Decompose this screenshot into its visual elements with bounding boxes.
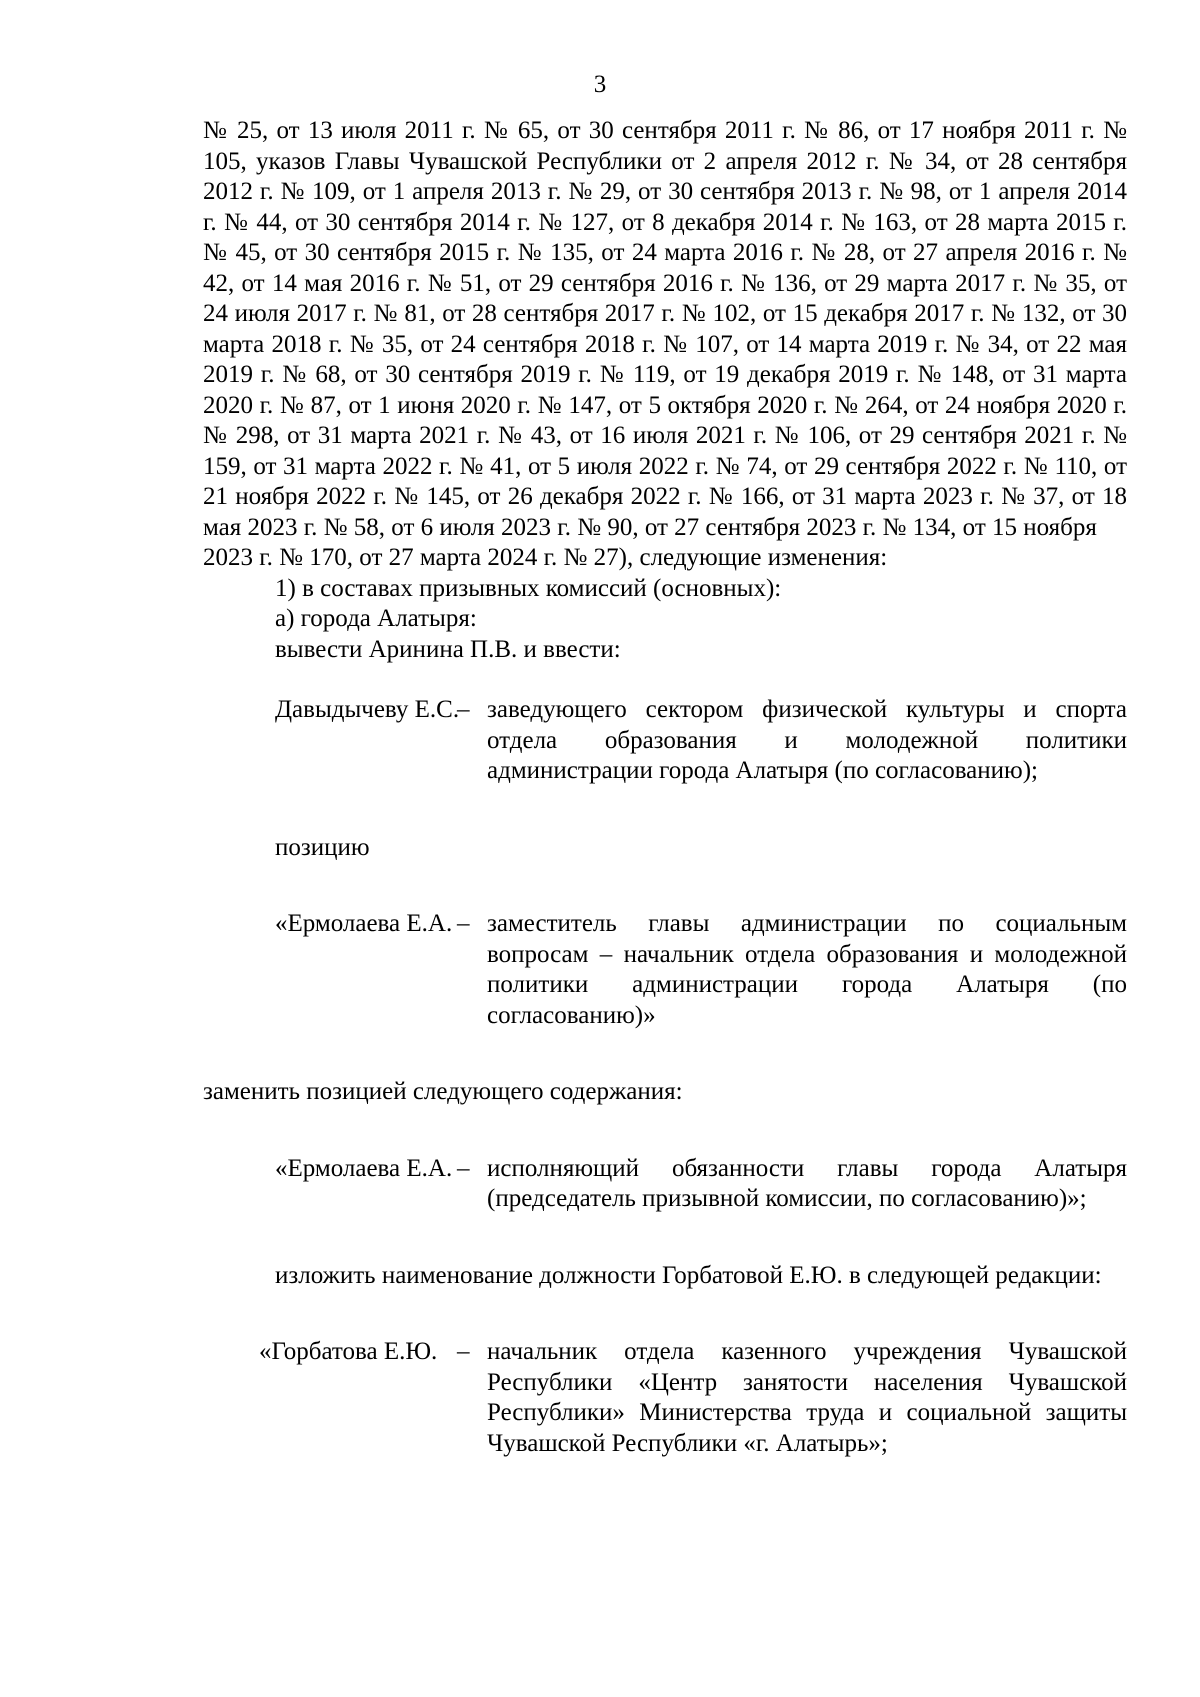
member-name: «Горбатова Е.Ю.	[259, 1338, 438, 1365]
item-1-heading: 1) в составах призывных комиссий (основных):	[275, 574, 782, 602]
member-name: «Ермолаева Е.А.	[275, 910, 453, 937]
entry-dash: –	[457, 1338, 470, 1365]
member-name: «Ермолаева Е.А.	[275, 1154, 453, 1182]
title-change-paragraph: изложить наименование должности Горбатовой Е.Ю. в следующей редакции:	[275, 1261, 1102, 1289]
member-position: исполняющий обязанности главы города Алатыря (председатель призывной комиссии, по согласованию)»;	[487, 1154, 1127, 1212]
replace-line: заменить позицией следующего содержания:	[203, 1078, 683, 1105]
member-entry-ermolaeva-new	[203, 1154, 1127, 1215]
member-position: начальник отдела казенного учреждения Чувашской Республики «Центр занятости населения Чувашской Республики» Министерства труда и социальной защиты Чувашской Республики «г. Алатырь»;	[487, 1338, 1127, 1457]
intro-text: № 25, от 13 июля 2011 г. № 65, от 30 сентября 2011 г. № 86, от 17 ноября 2011 г. № 105, указов Главы Чувашской Республики от 2 апреля 2012 г. № 34, от 28 сентября 2012 г. № 109, от 1 апреля 2013 г. № 29, от 30 сентября 2013 г. № 98, от 1 апреля 2014 г. № 44, от 30 сентября 2014 г. № 127, от 8 декабря 2014 г. № 163, от 28 марта 2015 г. № 45, от 30 сентября 2015 г. № 135, от 24 марта 2016 г. № 28, от 27 апреля 2016 г. № 42, от 14 мая 2016 г. № 51, от 29 сентября 2016 г. № 136, от 29 марта 2017 г. № 35, от 24 июля 2017 г. № 81, от 28 сентября 2017 г. № 102, от 15 декабря 2017 г. № 132, от 30 марта 2018 г. № 35, от 24 сентября 2018 г. № 107, от 14 марта 2019 г. № 34, от 22 мая 2019 г. № 68, от 30 сентября 2019 г. № 119, от 19 декабря 2019 г. № 148, от 31 марта 2020 г. № 87, от 1 июня 2020 г. № 147, от 5 октября 2020 г. № 264, от 24 ноября 2020 г. № 298, от 31 марта 2021 г. № 43, от 16 июля 2021 г. № 106, от 29 сентября 2021 г. № 159, от 31 марта 2022 г. № 41, от 5 июля 2022 г. № 74, от 29 сентября 2022 г. № 110, от 21 ноября 2022 г. № 145, от 26 декабря 2022 г. № 166, от 31 марта 2023 г. № 37, от 18 мая 2023 г. № 58, от 6 июля 2023 г. № 90, от 27 сентября 2023 г. № 134, от 15 ноября	[203, 117, 1127, 541]
remove-add-line: вывести Аринина П.В. и ввести:	[275, 635, 621, 663]
member-position: заместитель главы администрации по социальным вопросам – начальник отдела образования и молодежной политики администрации города Алатыря (по согласованию)»	[487, 910, 1127, 1029]
entry-dash: –	[457, 696, 470, 723]
intro-paragraph	[203, 116, 1127, 574]
item-a-heading: а) города Алатыря:	[275, 605, 477, 632]
page-number: 3	[593, 71, 607, 98]
member-entry-ermolaeva-old	[203, 909, 1127, 1031]
member-entry-gorbatova	[203, 1337, 1127, 1459]
position-label: позицию	[275, 833, 370, 861]
member-entry-davydycheva	[203, 695, 1127, 787]
document-body	[203, 116, 1127, 1459]
intro-tail: 2023 г. № 170, от 27 марта 2024 г. № 27), следующие изменения:	[203, 544, 888, 571]
entry-dash: –	[457, 1154, 470, 1182]
entry-dash: –	[457, 910, 470, 937]
member-name: Давыдычеву Е.С.	[275, 696, 460, 723]
member-position: заведующего сектором физической культуры и спорта отдела образования и молодежной политики администрации города Алатыря (по согласованию);	[487, 696, 1127, 784]
